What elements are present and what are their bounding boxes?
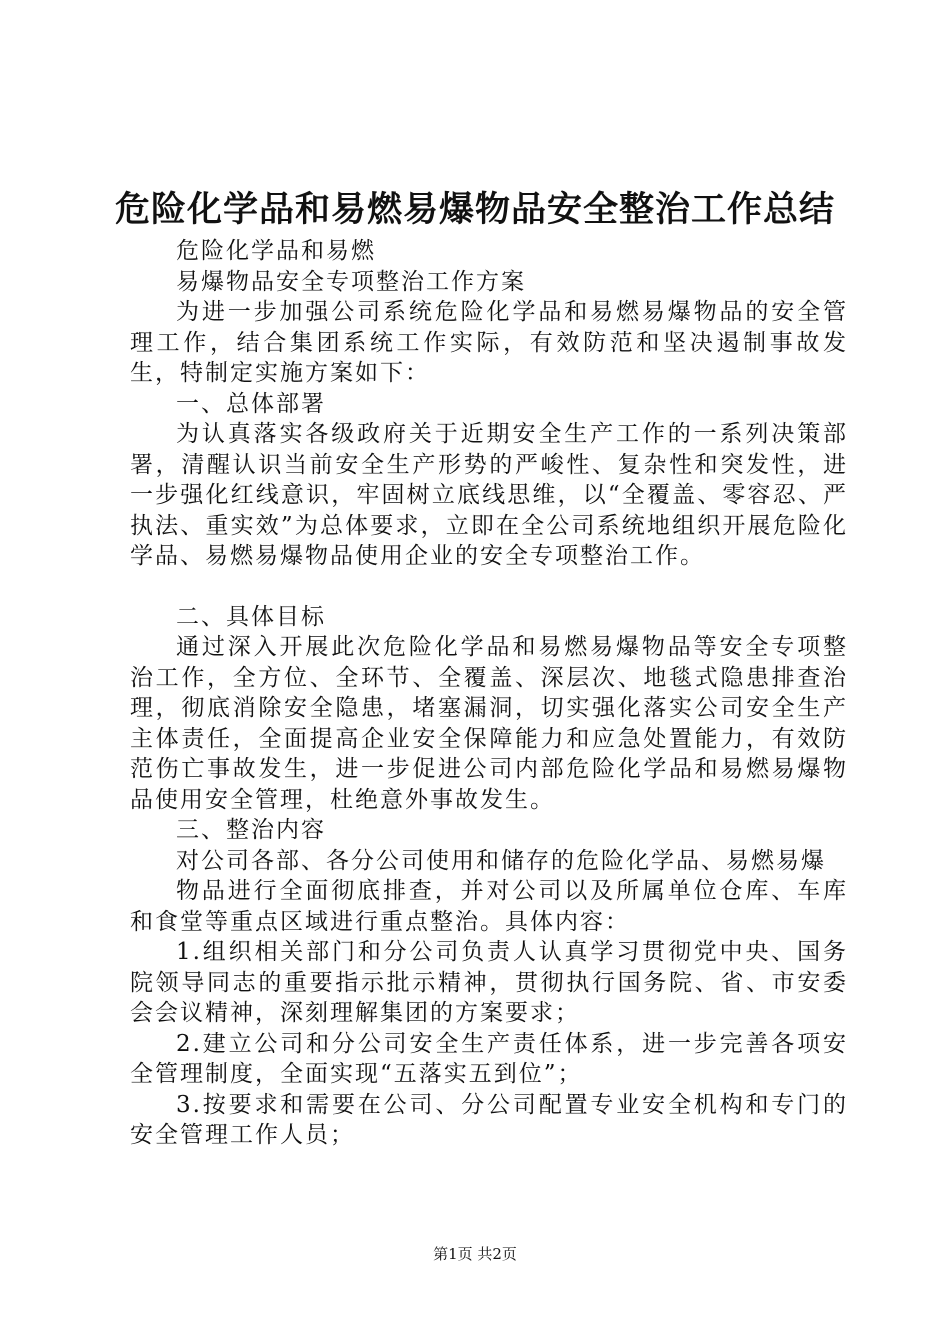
document-title: 危险化学品和易燃易爆物品安全整治工作总结 xyxy=(114,189,835,230)
paragraph: 危险化学品和易燃 xyxy=(176,238,376,264)
paragraph-gap xyxy=(130,572,848,602)
document-body xyxy=(130,236,848,1151)
page-footer: 第1页 共2页 xyxy=(433,1245,517,1263)
section-heading: 二、具体目标 xyxy=(176,603,326,630)
paragraph: 对公司各部、各分公司使用和储存的危险化学品、易燃易爆 xyxy=(176,847,826,874)
paragraph: 为认真落实各级政府关于近期安全生产工作的一系列决策部署，清醒认识当前安全生产形势的严峻性、复杂性和突发性，进一步强化红线意识，牢固树立底线思维，以“全覆盖、零容忍、严执法、重实效”为总体要求，立即在全公司系统地组织开展危险化学品、易燃易爆物品使用企业的安全专项整治工作。 xyxy=(130,421,848,569)
list-item: 2.建立公司和分公司安全生产责任体系，进一步完善各项安全管理制度，全面实现“五落实五到位”； xyxy=(130,1030,848,1087)
paragraph: 为进一步加强公司系统危险化学品和易燃易爆物品的安全管理工作，结合集团系统工作实际，有效防范和坚决遏制事故发生，特制定实施方案如下： xyxy=(130,299,848,386)
paragraph: 通过深入开展此次危险化学品和易燃易爆物品等安全专项整治工作，全方位、全环节、全覆盖、深层次、地毯式隐患排查治理，彻底消除安全隐患，堵塞漏洞，切实强化落实公司安全生产主体责任，全面提高企业安全保障能力和应急处置能力，有效防范伤亡事故发生，进一步促进公司内部危险化学品和易燃易爆物品使用安全管理，杜绝意外事故发生。 xyxy=(130,634,848,813)
section-heading: 一、总体部署 xyxy=(176,390,326,417)
paragraph: 易爆物品安全专项整治工作方案 xyxy=(176,268,526,295)
list-item: 1.组织相关部门和分公司负责人认真学习贯彻党中央、国务院领导同志的重要指示批示精神，贯彻执行国务院、省、市安委会会议精神，深刻理解集团的方案要求； xyxy=(130,939,848,1026)
paragraph: 物品进行全面彻底排查，并对公司以及所属单位仓库、车库和食堂等重点区域进行重点整治。具体内容： xyxy=(130,878,848,935)
list-item: 3.按要求和需要在公司、分公司配置专业安全机构和专门的安全管理工作人员； xyxy=(130,1091,848,1148)
section-heading: 三、整治内容 xyxy=(176,817,326,843)
